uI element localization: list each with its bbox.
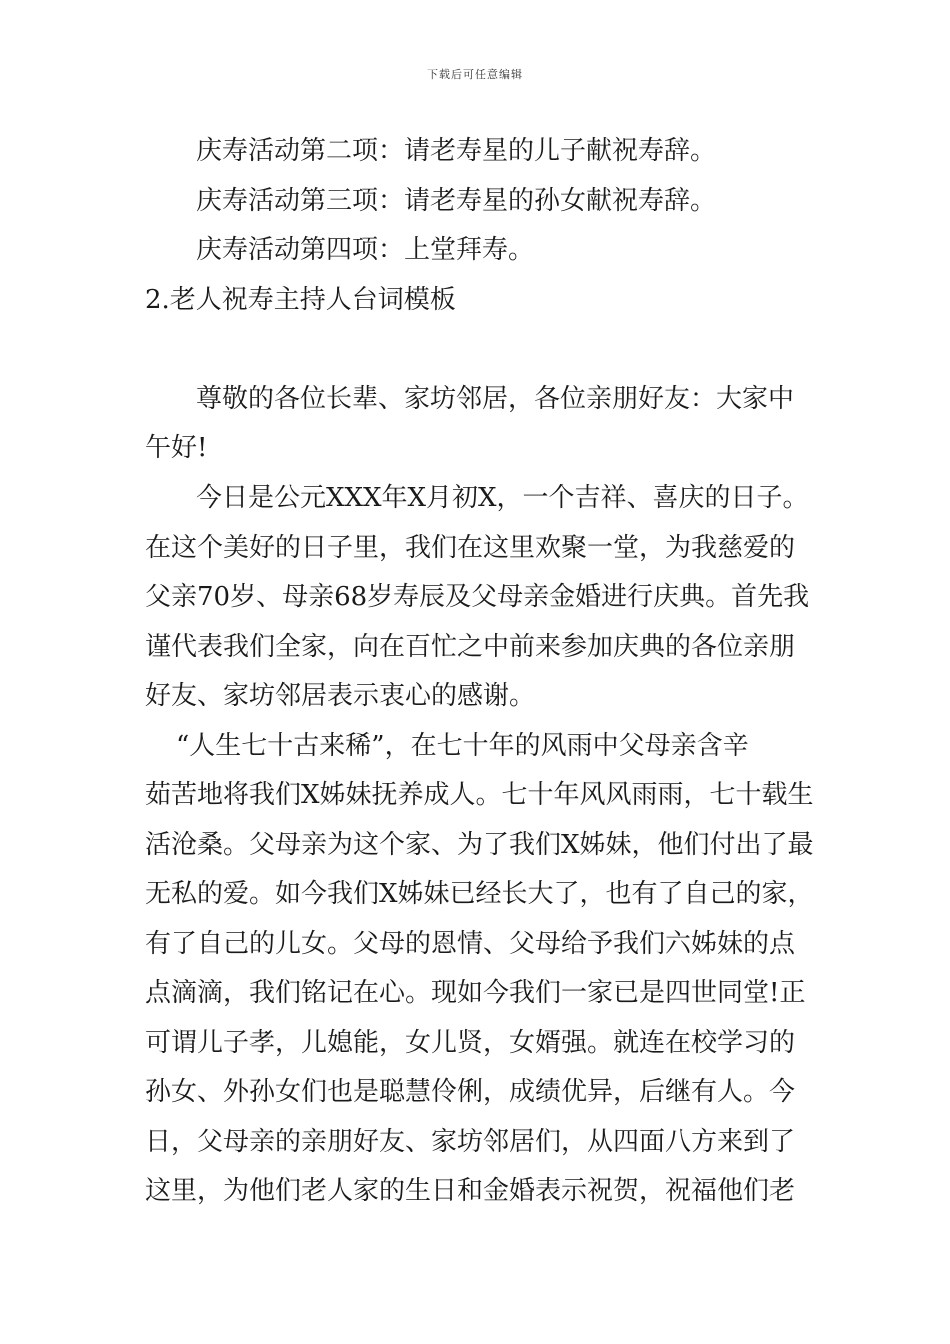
header-note: 下载后可任意编辑 bbox=[427, 68, 523, 81]
text-line: 午好! bbox=[145, 433, 208, 463]
text-line: 可谓儿子孝，儿媳能，女儿贤，女婿强。就连在校学习的 bbox=[145, 1028, 796, 1058]
text-line: 孙女、外孙女们也是聪慧伶俐，成绩优异，后继有人。今 bbox=[145, 1077, 796, 1107]
text-line: 日，父母亲的亲朋好友、家坊邻居们，从四面八方来到了 bbox=[145, 1127, 796, 1157]
section-heading: 2.老人祝寿主持人台词模板 bbox=[145, 285, 456, 315]
text-line: 父亲70岁、母亲68岁寿辰及父母亲金婚进行庆典。首先我 bbox=[145, 582, 810, 612]
text-line: “人生七十古来稀”，在七十年的风雨中父母亲含辛 bbox=[176, 731, 749, 761]
text-line: 好友、家坊邻居表示衷心的感谢。 bbox=[145, 681, 536, 711]
text-line: 点滴滴，我们铭记在心。现如今我们一家已是四世同堂!正 bbox=[145, 978, 806, 1008]
text-line: 茹苦地将我们X姊妹抚养成人。七十年风风雨雨，七十载生 bbox=[145, 780, 814, 810]
text-line: 尊敬的各位长辈、家坊邻居，各位亲朋好友：大家中 bbox=[196, 384, 795, 414]
text-line: 无私的爱。如今我们X姊妹已经长大了，也有了自己的家， bbox=[145, 879, 814, 909]
text-line: 谨代表我们全家，向在百忙之中前来参加庆典的各位亲朋 bbox=[145, 632, 796, 662]
text-line: 在这个美好的日子里，我们在这里欢聚一堂，为我慈爱的 bbox=[145, 533, 796, 563]
text-line: 有了自己的儿女。父母的恩情、父母给予我们六姊妹的点 bbox=[145, 929, 796, 959]
text-line: 今日是公元XXX年X月初X，一个吉祥、喜庆的日子。 bbox=[196, 483, 809, 513]
text-line: 活沧桑。父母亲为这个家、为了我们X姊妹，他们付出了最 bbox=[145, 830, 814, 860]
text-line: 庆寿活动第三项：请老寿星的孙女献祝寿辞。 bbox=[196, 186, 717, 216]
text-line: 这里，为他们老人家的生日和金婚表示祝贺，祝福他们老 bbox=[145, 1176, 796, 1206]
text-line: 庆寿活动第二项：请老寿星的儿子献祝寿辞。 bbox=[196, 136, 717, 166]
text-line: 庆寿活动第四项：上堂拜寿。 bbox=[196, 235, 535, 265]
